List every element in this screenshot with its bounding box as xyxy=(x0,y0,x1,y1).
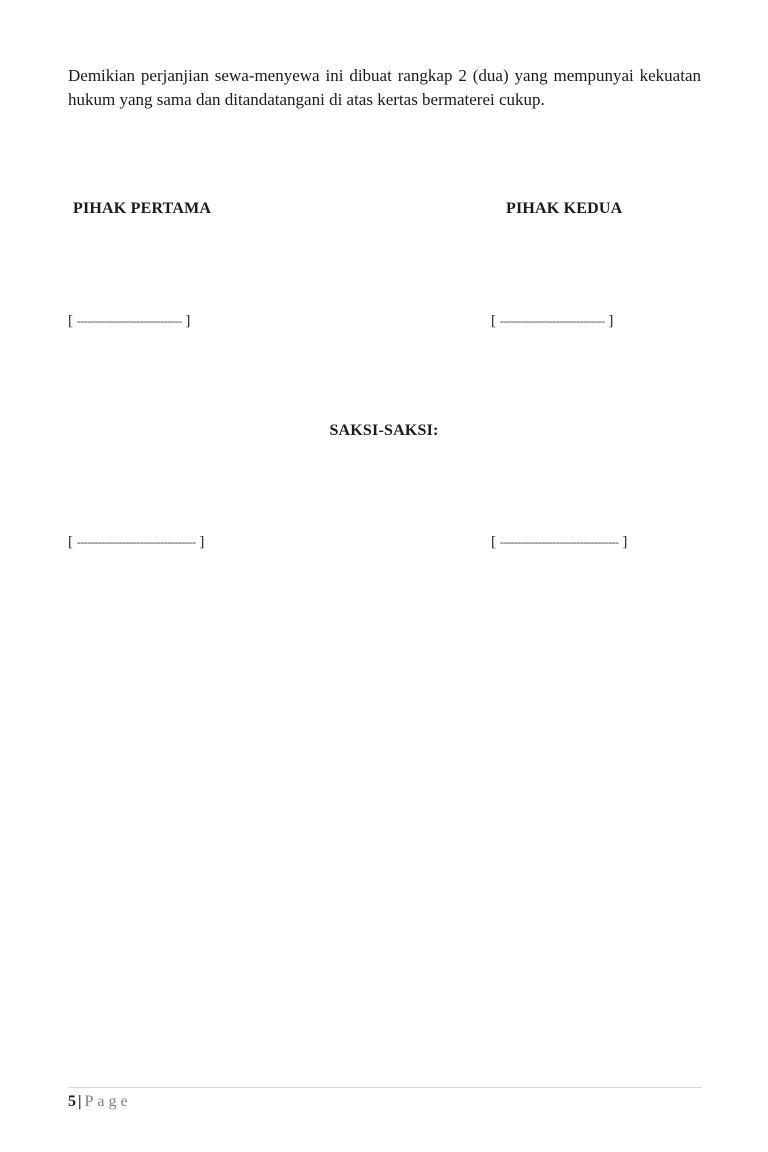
bracket-open: [ xyxy=(68,534,77,550)
signature-blank: ------------------------------ xyxy=(499,314,605,328)
signature-blank: ------------------------------ xyxy=(76,314,182,328)
bracket-close: ] xyxy=(181,313,191,329)
bracket-open: [ xyxy=(491,534,500,550)
page-number: 5 xyxy=(68,1093,76,1110)
witness-two-signature-line xyxy=(491,532,627,552)
bracket-close: ] xyxy=(195,534,205,550)
bracket-close: ] xyxy=(604,313,614,329)
closing-paragraph: Demikian perjanjian sewa-menyewa ini dibuat rangkap 2 (dua) yang mempunyai kekuatan hukum yang sama dan ditandatangani di atas kertas bermaterei cukup. xyxy=(68,66,701,109)
page-footer xyxy=(68,1092,132,1112)
signature-blank: ---------------------------------- xyxy=(499,535,619,549)
party-one-heading: PIHAK PERTAMA xyxy=(73,200,212,217)
bracket-open: [ xyxy=(491,313,500,329)
footer-separator: | xyxy=(78,1093,82,1110)
signature-blank: ---------------------------------- xyxy=(76,535,196,549)
bracket-open: [ xyxy=(68,313,77,329)
footer-divider xyxy=(68,1087,702,1088)
party-two-signature-line xyxy=(491,311,613,331)
witnesses-heading: SAKSI-SAKSI: xyxy=(329,422,439,439)
party-one-signature-line xyxy=(68,311,190,331)
bracket-close: ] xyxy=(618,534,628,550)
witness-one-signature-line xyxy=(68,532,204,552)
party-two-heading: PIHAK KEDUA xyxy=(506,200,623,217)
page-label: Page xyxy=(84,1093,132,1110)
